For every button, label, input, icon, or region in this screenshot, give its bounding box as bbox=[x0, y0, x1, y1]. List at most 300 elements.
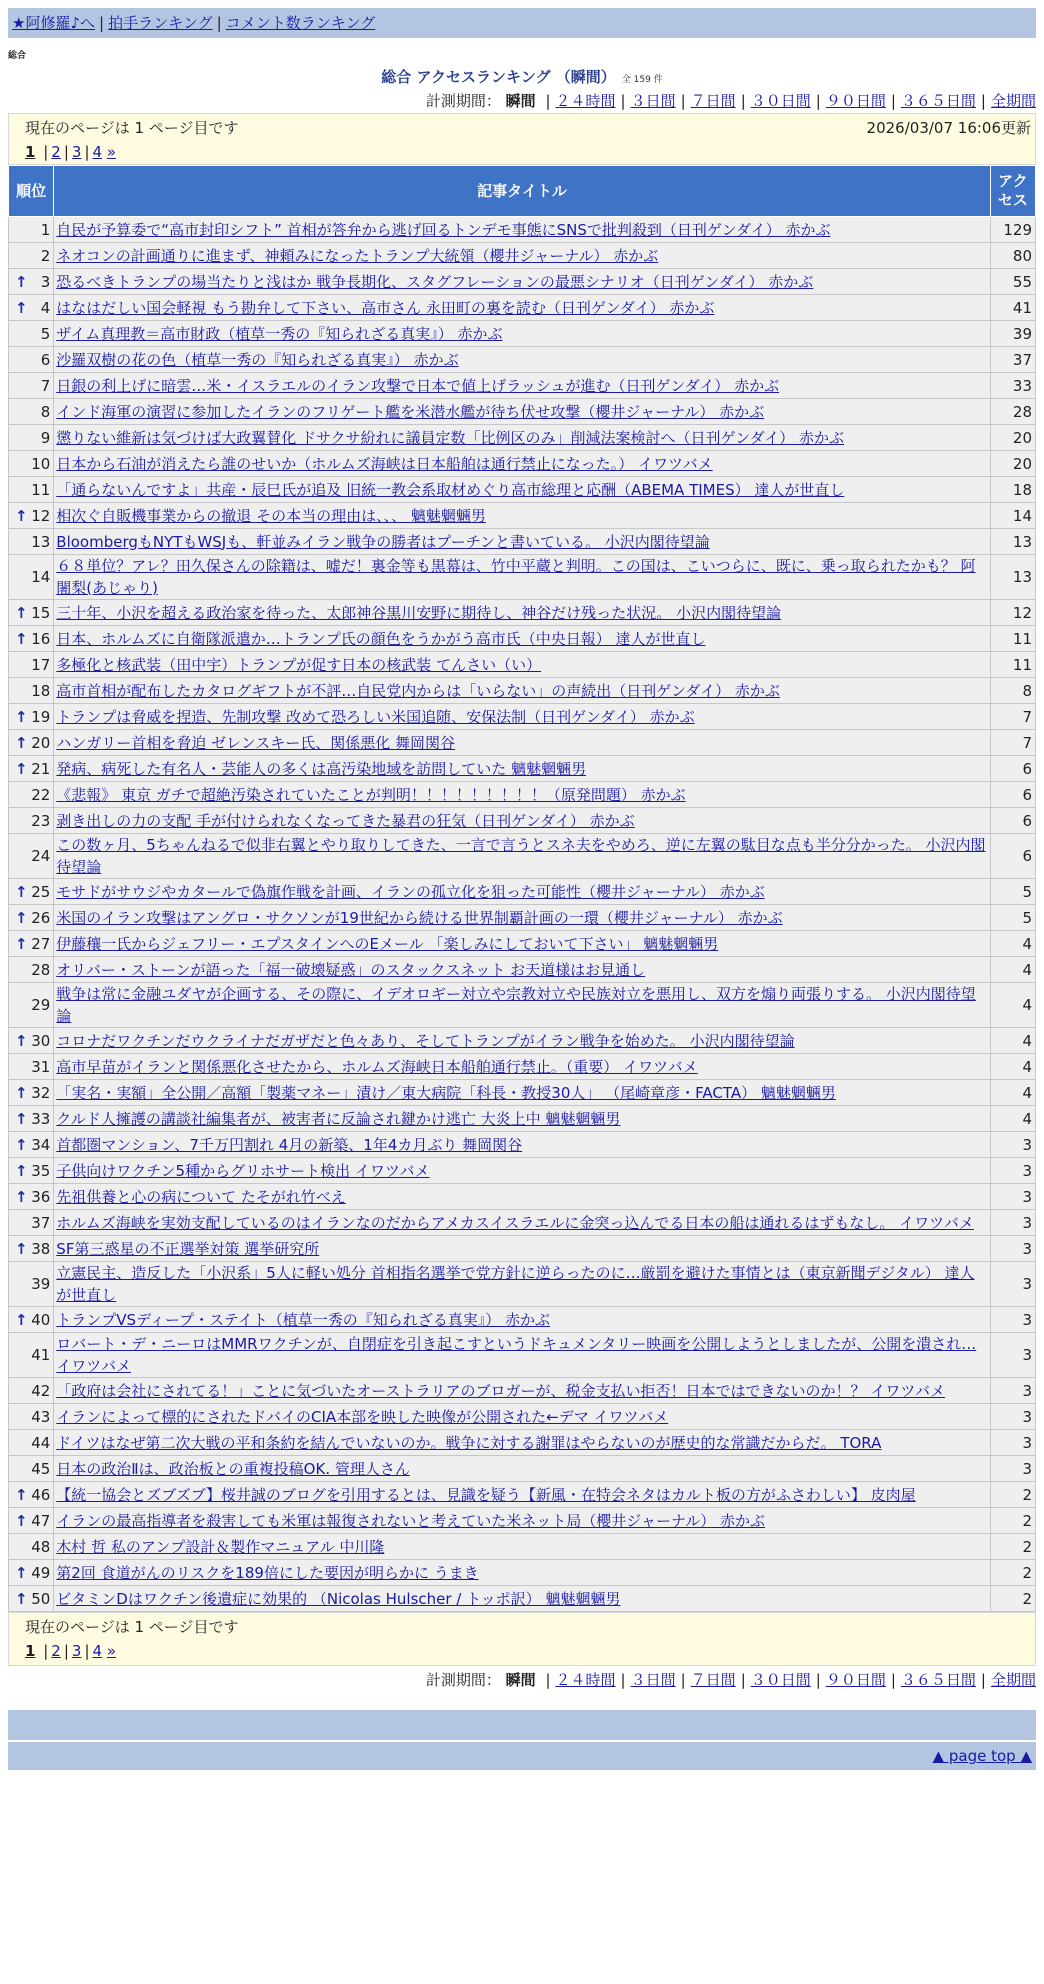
article-link[interactable]: 米国のイラン攻撃はアングロ・サクソンが19世紀から続ける世界制覇計画の一環（櫻井ジャーナル） 赤かぶ bbox=[56, 908, 783, 927]
ranking-table bbox=[8, 165, 1036, 1612]
page-separator: | bbox=[84, 143, 90, 161]
up-arrow-icon: ↑ bbox=[15, 759, 28, 778]
comment-ranking-link[interactable]: コメント数ランキング bbox=[225, 14, 376, 32]
title-cell bbox=[54, 756, 990, 782]
access-count: 33 bbox=[990, 373, 1035, 399]
access-count: 3 bbox=[990, 1158, 1035, 1184]
table-row bbox=[9, 1158, 1036, 1184]
page-link[interactable]: 2 bbox=[51, 143, 61, 161]
table-row bbox=[9, 905, 1036, 931]
article-link[interactable]: オリバー・ストーンが語った「福一破壊疑惑」のスタックスネット お天道様はお見通し bbox=[56, 960, 646, 979]
rank-cell bbox=[9, 1054, 54, 1080]
rank-cell bbox=[9, 782, 54, 808]
period-current: 瞬間 bbox=[505, 1671, 536, 1689]
access-count: 3 bbox=[990, 1132, 1035, 1158]
rank-number: 37 bbox=[31, 1213, 51, 1232]
rank-cell bbox=[9, 555, 54, 600]
table-row bbox=[9, 555, 1036, 600]
rank-number: 38 bbox=[31, 1239, 51, 1258]
table-row bbox=[9, 1184, 1036, 1210]
article-link[interactable]: 「通らないんですよ」共産・辰巳氏が追及 旧統一教会系取材めぐり高市総理と応酬（ABEMA TIMES） 達人が世直し bbox=[56, 480, 845, 499]
rank-number: 34 bbox=[31, 1135, 51, 1154]
table-row bbox=[9, 652, 1036, 678]
rank-number: 46 bbox=[31, 1485, 51, 1504]
rank-cell bbox=[9, 295, 54, 321]
title-cell bbox=[54, 879, 990, 905]
title-cell bbox=[54, 1262, 990, 1307]
title-cell bbox=[54, 1333, 990, 1378]
period-link[interactable]: ７日間 bbox=[690, 1671, 736, 1689]
rank-number: 22 bbox=[31, 785, 51, 804]
table-row bbox=[9, 1210, 1036, 1236]
table-row bbox=[9, 477, 1036, 503]
article-link[interactable]: 沙羅双樹の花の色（植草一秀の『知られざる真実』） 赤かぶ bbox=[56, 350, 459, 369]
article-link[interactable]: 日本、ホルムズに自衛隊派遣か…トランプ氏の顔色をうかがう高市氏（中央日報） 達人が世直し bbox=[56, 629, 706, 648]
article-link[interactable]: はなはだしい国会軽視 もう勘弁して下さい、高市さん 永田町の裏を読む（日刊ゲンダイ） 赤かぶ bbox=[56, 298, 715, 317]
period-link[interactable]: ３６５日間 bbox=[900, 92, 976, 110]
table-row bbox=[9, 321, 1036, 347]
page-top-link[interactable]: ▲ page top ▲ bbox=[932, 1747, 1032, 1765]
article-link[interactable]: 三十年、小沢を超える政治家を待った、太郎神谷黒川安野に期待し、神谷だけ残った状況。 小沢内閣待望論 bbox=[56, 603, 782, 622]
page-status-bottom: 現在のページは 1 ページ目です bbox=[25, 1618, 239, 1636]
title-cell bbox=[54, 555, 990, 600]
title-cell bbox=[54, 704, 990, 730]
rank-cell bbox=[9, 503, 54, 529]
rank-cell bbox=[9, 399, 54, 425]
rank-cell bbox=[9, 477, 54, 503]
rank-cell bbox=[9, 652, 54, 678]
title-cell bbox=[54, 1132, 990, 1158]
page-separator: | bbox=[43, 1642, 49, 1660]
article-link[interactable]: 立憲民主、造反した「小沢系」5人に軽い処分 首相指名選挙で党方針に逆らったのに…厳罰を避けた事情とは（東京新聞デジタル） 達人が世直し bbox=[56, 1264, 975, 1304]
nav-separator: | bbox=[216, 14, 222, 32]
rank-cell bbox=[9, 425, 54, 451]
rank-number: 45 bbox=[31, 1459, 51, 1478]
article-link[interactable]: 「実名・実額」全公開／高額「製薬マネー」漬け／東大病院「科長・教授30人」 （尾崎章彦・FACTA） 魑魅魍魎男 bbox=[56, 1083, 836, 1102]
title-cell bbox=[54, 425, 990, 451]
title-cell bbox=[54, 503, 990, 529]
article-link[interactable]: 《悲報》 東京 ガチで超絶汚染されていたことが判明！！！！！！！！！（原発問題） 赤かぶ bbox=[56, 785, 686, 804]
rank-cell bbox=[9, 1184, 54, 1210]
ranking-title-row bbox=[8, 66, 1036, 87]
rank-number: 3 bbox=[40, 272, 51, 291]
table-row bbox=[9, 834, 1036, 879]
nav-separator: | bbox=[99, 14, 105, 32]
rank-number: 19 bbox=[31, 707, 51, 726]
up-arrow-icon: ↑ bbox=[15, 603, 28, 622]
table-row bbox=[9, 1404, 1036, 1430]
up-arrow-icon: ↑ bbox=[15, 298, 28, 317]
title-cell bbox=[54, 217, 990, 243]
table-row bbox=[9, 704, 1036, 730]
title-cell bbox=[54, 834, 990, 879]
header-title: 記事タイトル bbox=[54, 166, 990, 217]
rank-cell bbox=[9, 905, 54, 931]
header-access: アクセス bbox=[990, 166, 1035, 217]
title-cell bbox=[54, 477, 990, 503]
access-count: 3 bbox=[990, 1262, 1035, 1307]
up-arrow-icon: ↑ bbox=[15, 1511, 28, 1530]
period-links bbox=[540, 92, 1036, 110]
article-link[interactable]: 多極化と核武装（田中宇）トランプが促す日本の核武装 てんさい（い） bbox=[56, 655, 542, 674]
access-count: 2 bbox=[990, 1586, 1035, 1612]
access-count: 4 bbox=[990, 1080, 1035, 1106]
article-link[interactable]: インド海軍の演習に参加したイランのフリゲート艦を米潜水艦が待ち伏せ攻撃（櫻井ジャーナル） 赤かぶ bbox=[56, 402, 765, 421]
table-row bbox=[9, 503, 1036, 529]
rank-cell bbox=[9, 1236, 54, 1262]
title-cell bbox=[54, 1028, 990, 1054]
table-row bbox=[9, 1106, 1036, 1132]
period-label: 計測期間： bbox=[425, 1671, 501, 1689]
table-row bbox=[9, 983, 1036, 1028]
title-cell bbox=[54, 1054, 990, 1080]
period-separator: | bbox=[680, 1671, 686, 1689]
page-link[interactable]: 3 bbox=[71, 143, 82, 161]
page-links-top bbox=[25, 140, 1031, 164]
period-separator: | bbox=[740, 92, 746, 110]
page-link[interactable]: 4 bbox=[92, 143, 103, 161]
period-selector-bottom bbox=[8, 1668, 1036, 1692]
article-link[interactable]: ６８単位？アレ？田久保さんの除籍は、嘘だ！裏金等も黒幕は、竹中平蔵と判明。この国は、こいつらに、既に、乗っ取られたかも？ 阿闍梨(あじゃり) bbox=[56, 557, 976, 597]
table-row bbox=[9, 347, 1036, 373]
access-count: 2 bbox=[990, 1508, 1035, 1534]
rank-number: 49 bbox=[31, 1563, 51, 1582]
article-link[interactable]: トランプVSディープ・ステイト（植草一秀の『知られざる真実』） 赤かぶ bbox=[56, 1310, 551, 1329]
title-cell bbox=[54, 451, 990, 477]
article-link[interactable]: 第2回 食道がんのリスクを189倍にした要因が明らかに うまき bbox=[56, 1563, 479, 1582]
article-link[interactable]: 恐るべきトランプの場当たりと浅はか 戦争長期化、スタグフレーションの最悪シナリオ（日刊ゲンダイ） 赤かぶ bbox=[56, 272, 814, 291]
rank-number: 33 bbox=[31, 1109, 51, 1128]
up-arrow-icon: ↑ bbox=[15, 1187, 28, 1206]
page-title: 総合 アクセスランキング （瞬間） bbox=[381, 68, 616, 86]
page-link[interactable]: 3 bbox=[71, 1642, 82, 1660]
footer-bar bbox=[8, 1742, 1036, 1770]
rank-cell bbox=[9, 730, 54, 756]
rank-number: 28 bbox=[31, 960, 51, 979]
period-link[interactable]: ３０日間 bbox=[750, 92, 811, 110]
pager-top bbox=[8, 113, 1036, 165]
period-link[interactable]: 全期間 bbox=[990, 1671, 1036, 1689]
rank-number: 11 bbox=[31, 480, 51, 499]
rank-cell bbox=[9, 529, 54, 555]
title-cell bbox=[54, 931, 990, 957]
table-row bbox=[9, 373, 1036, 399]
article-link[interactable]: モサドがサウジやカタールで偽旗作戦を計画、イランの孤立化を狙った可能性（櫻井ジャーナル） 赤かぶ bbox=[56, 882, 765, 901]
table-row bbox=[9, 1482, 1036, 1508]
article-link[interactable]: 先祖供養と心の病について たそがれ竹べえ bbox=[56, 1187, 346, 1206]
title-cell bbox=[54, 652, 990, 678]
article-link[interactable]: ホルムズ海峡を実効支配しているのはイランなのだからアメカスイスラエルに金突っ込んでる日本の船は通れるはずもなし。 イワツバメ bbox=[56, 1213, 974, 1232]
up-arrow-icon: ↑ bbox=[15, 908, 28, 927]
period-separator: | bbox=[890, 92, 896, 110]
rank-number: 29 bbox=[31, 996, 51, 1014]
table-row bbox=[9, 730, 1036, 756]
article-link[interactable]: 高市早苗がイランと関係悪化させたから、ホルムズ海峡日本船舶通行禁止。（重要） イワツバメ bbox=[56, 1057, 698, 1076]
article-link[interactable]: ハンガリー首相を脅迫 ゼレンスキー氏、関係悪化 舞岡関谷 bbox=[56, 733, 456, 752]
table-row bbox=[9, 1430, 1036, 1456]
next-page-link[interactable]: » bbox=[106, 1642, 117, 1660]
title-cell bbox=[54, 1307, 990, 1333]
access-count: 3 bbox=[990, 1184, 1035, 1210]
up-arrow-icon: ↑ bbox=[15, 629, 28, 648]
table-row bbox=[9, 243, 1036, 269]
article-link[interactable]: 首都圏マンション、7千万円割れ 4月の新築、1年4カ月ぶり 舞岡関谷 bbox=[56, 1135, 523, 1154]
article-link[interactable]: 日銀の利上げに暗雲…米・イスラエルのイラン攻撃で日本で値上げラッシュが進む（日刊ゲンダイ） 赤かぶ bbox=[56, 376, 780, 395]
rank-number: 44 bbox=[31, 1433, 51, 1452]
access-count: 55 bbox=[990, 269, 1035, 295]
rank-number: 32 bbox=[31, 1083, 51, 1102]
up-arrow-icon: ↑ bbox=[15, 733, 28, 752]
access-count: 18 bbox=[990, 477, 1035, 503]
title-cell bbox=[54, 1236, 990, 1262]
access-count: 129 bbox=[990, 217, 1035, 243]
title-cell bbox=[54, 321, 990, 347]
table-row bbox=[9, 1508, 1036, 1534]
period-separator: | bbox=[815, 92, 821, 110]
article-link[interactable]: クルド人擁護の講談社編集者が、被害者に反論され鍵かけ逃亡 大炎上中 魑魅魍魎男 bbox=[56, 1109, 621, 1128]
article-link[interactable]: イランによって標的にされたドバイのCIA本部を映した映像が公開された←デマ イワツバメ bbox=[56, 1407, 669, 1426]
table-row bbox=[9, 269, 1036, 295]
rank-cell bbox=[9, 1508, 54, 1534]
access-count: 3 bbox=[990, 1307, 1035, 1333]
access-count: 6 bbox=[990, 834, 1035, 879]
rank-cell bbox=[9, 1210, 54, 1236]
title-cell bbox=[54, 1534, 990, 1560]
rank-cell bbox=[9, 321, 54, 347]
access-count: 8 bbox=[990, 678, 1035, 704]
article-link[interactable]: ドイツはなぜ第二次大戦の平和条約を結んでいないのか。戦争に対する謝罪はやらないのが歴史的な常識だからだ。 TORA bbox=[56, 1433, 882, 1452]
article-link[interactable]: コロナだワクチンだウクライナだガザだと色々あり、そしてトランプがイラン戦争を始めた。 小沢内閣待望論 bbox=[56, 1031, 795, 1050]
period-link[interactable]: ９０日間 bbox=[825, 1671, 886, 1689]
rank-number: 39 bbox=[31, 1275, 51, 1293]
title-cell bbox=[54, 1404, 990, 1430]
period-separator: | bbox=[620, 92, 626, 110]
rank-number: 2 bbox=[40, 246, 51, 265]
access-count: 7 bbox=[990, 730, 1035, 756]
access-count: 13 bbox=[990, 555, 1035, 600]
rank-cell bbox=[9, 217, 54, 243]
access-count: 28 bbox=[990, 399, 1035, 425]
page-link[interactable]: 2 bbox=[51, 1642, 61, 1660]
period-link[interactable]: ７日間 bbox=[690, 92, 736, 110]
page-links-bottom bbox=[25, 1639, 1031, 1663]
period-link[interactable]: ２４時間 bbox=[555, 92, 616, 110]
article-link[interactable]: 相次ぐ自販機事業からの撤退 その本当の理由は、、、 魑魅魍魎男 bbox=[56, 506, 486, 525]
period-link[interactable]: ３日間 bbox=[630, 92, 676, 110]
table-row bbox=[9, 678, 1036, 704]
article-link[interactable]: 【統一協会とズブズブ】桜井誠のブログを引用するとは、見識を疑う【新風・在特会ネタはカルト板の方がふさわしい】 皮肉屋 bbox=[56, 1485, 916, 1504]
title-cell bbox=[54, 905, 990, 931]
article-link[interactable]: 子供向けワクチン5種からグリホサート検出 イワツバメ bbox=[56, 1161, 430, 1180]
article-link[interactable]: この数ヶ月、5ちゃんねるで似非右翼とやり取りしてきた、一言で言うとスネ夫をやめろ、逆に左翼の駄目な点も半分分かった。 小沢内閣待望論 bbox=[56, 836, 986, 876]
rank-cell bbox=[9, 1560, 54, 1586]
table-row bbox=[9, 1333, 1036, 1378]
rank-cell bbox=[9, 269, 54, 295]
period-link[interactable]: ９０日間 bbox=[825, 92, 886, 110]
rank-number: 43 bbox=[31, 1407, 51, 1426]
rank-cell bbox=[9, 1404, 54, 1430]
article-link[interactable]: 戦争は常に金融ユダヤが企画する、その際に、イデオロギー対立や宗教対立や民族対立を悪用し、双方を煽り両張りする。 小沢内閣待望論 bbox=[56, 985, 976, 1025]
title-cell bbox=[54, 373, 990, 399]
article-link[interactable]: ザイム真理教＝高市財政（植草一秀の『知られざる真実』） 赤かぶ bbox=[56, 324, 503, 343]
table-row bbox=[9, 1307, 1036, 1333]
table-row bbox=[9, 931, 1036, 957]
rank-number: 16 bbox=[31, 629, 51, 648]
rank-cell bbox=[9, 1430, 54, 1456]
rank-cell bbox=[9, 1482, 54, 1508]
period-separator: | bbox=[620, 1671, 626, 1689]
title-cell bbox=[54, 1482, 990, 1508]
table-row bbox=[9, 425, 1036, 451]
access-count: 4 bbox=[990, 1028, 1035, 1054]
title-cell bbox=[54, 730, 990, 756]
rank-number: 1 bbox=[40, 220, 51, 239]
rank-number: 21 bbox=[31, 759, 51, 778]
period-separator: | bbox=[680, 92, 686, 110]
up-arrow-icon: ↑ bbox=[15, 1161, 28, 1180]
period-link[interactable]: ２４時間 bbox=[555, 1671, 616, 1689]
access-count: 39 bbox=[990, 321, 1035, 347]
period-link[interactable]: ３６５日間 bbox=[900, 1671, 976, 1689]
table-row bbox=[9, 399, 1036, 425]
rank-cell bbox=[9, 1158, 54, 1184]
article-link[interactable]: 剥き出しの力の支配 手が付けられなくなってきた暴君の狂気（日刊ゲンダイ） 赤かぶ bbox=[56, 811, 635, 830]
title-cell bbox=[54, 399, 990, 425]
next-page-link[interactable]: » bbox=[106, 143, 117, 161]
up-arrow-icon: ↑ bbox=[15, 882, 28, 901]
up-arrow-icon: ↑ bbox=[15, 1310, 28, 1329]
article-link[interactable]: BloombergもNYTもWSJも、軒並みイラン戦争の勝者はプーチンと書いている。 小沢内閣待望論 bbox=[56, 532, 710, 551]
title-cell bbox=[54, 600, 990, 626]
title-cell bbox=[54, 782, 990, 808]
rank-cell bbox=[9, 1106, 54, 1132]
asyura-home-link[interactable]: ★阿修羅♪へ bbox=[12, 14, 96, 32]
access-count: 7 bbox=[990, 704, 1035, 730]
article-link[interactable]: SF第三惑星の不正選挙対策 選挙研究所 bbox=[56, 1239, 320, 1258]
access-count: 14 bbox=[990, 503, 1035, 529]
title-cell bbox=[54, 1106, 990, 1132]
period-current: 瞬間 bbox=[505, 92, 536, 110]
rank-cell bbox=[9, 600, 54, 626]
rank-cell bbox=[9, 879, 54, 905]
article-link[interactable]: イランの最高指導者を殺害しても米軍は報復されないと考えていた米ネット局（櫻井ジャーナル） 赤かぶ bbox=[56, 1511, 766, 1530]
rank-number: 15 bbox=[31, 603, 51, 622]
access-count: 2 bbox=[990, 1482, 1035, 1508]
table-row bbox=[9, 1534, 1036, 1560]
total-count: 全 159 件 bbox=[621, 75, 663, 85]
up-arrow-icon: ↑ bbox=[15, 707, 28, 726]
article-link[interactable]: トランプは脅威を捏造、先制攻撃 改めて恐ろしい米国追随、安保法制（日刊ゲンダイ） 赤かぶ bbox=[56, 707, 695, 726]
access-count: 3 bbox=[990, 1430, 1035, 1456]
rank-number: 12 bbox=[31, 506, 51, 525]
table-row bbox=[9, 782, 1036, 808]
rank-number: 18 bbox=[31, 681, 51, 700]
rank-number: 17 bbox=[31, 655, 51, 674]
access-count: 3 bbox=[990, 1404, 1035, 1430]
article-link[interactable]: 伊藤穰一氏からジェフリー・エプスタインへのEメール 「楽しみにしておいて下さい」 魑魅魍魎男 bbox=[56, 934, 719, 953]
rank-number: 48 bbox=[31, 1537, 51, 1556]
period-link[interactable]: ３日間 bbox=[630, 1671, 676, 1689]
access-count: 11 bbox=[990, 652, 1035, 678]
article-link[interactable]: ビタミンDはワクチン後遺症に効果的 （Nicolas Hulscher / トッポ訳） 魑魅魍魎男 bbox=[56, 1589, 621, 1608]
table-row bbox=[9, 1236, 1036, 1262]
period-links bbox=[540, 1671, 1036, 1689]
article-link[interactable]: 自民が予算委で“高市封印シフト” 首相が答弁から逃げ回るトンデモ事態にSNSで批判殺到（日刊ゲンダイ） 赤かぶ bbox=[56, 220, 831, 239]
period-separator: | bbox=[545, 1671, 551, 1689]
rank-cell bbox=[9, 347, 54, 373]
table-row bbox=[9, 451, 1036, 477]
applause-ranking-link[interactable]: 拍手ランキング bbox=[108, 14, 213, 32]
article-link[interactable]: ロバート・デ・ニーロはMMRワクチンが、自閉症を引き起こすというドキュメンタリー映画を公開しようとしましたが、公開を潰され… イワツバメ bbox=[56, 1335, 977, 1375]
header-rank: 順位 bbox=[9, 166, 54, 217]
article-link[interactable]: 日本から石油が消えたら誰のせいか（ホルムズ海峡は日本船舶は通行禁止になった。） イワツバメ bbox=[56, 454, 713, 473]
pager-bottom bbox=[8, 1612, 1036, 1666]
rank-cell bbox=[9, 1586, 54, 1612]
rank-cell bbox=[9, 756, 54, 782]
title-cell bbox=[54, 1184, 990, 1210]
rank-number: 30 bbox=[31, 1031, 51, 1050]
table-row bbox=[9, 1456, 1036, 1482]
title-cell bbox=[54, 1080, 990, 1106]
rank-cell bbox=[9, 1080, 54, 1106]
article-link[interactable]: 高市首相が配布したカタログギフトが不評…自民党内からは「いらない」の声続出（日刊ゲンダイ） 赤かぶ bbox=[56, 681, 780, 700]
rank-cell bbox=[9, 704, 54, 730]
title-cell bbox=[54, 1378, 990, 1404]
article-link[interactable]: 「政府は会社にされてる！」ことに気づいたオーストラリアのブロガーが、税金支払い拒否！日本ではできないのか！？ イワツバメ bbox=[56, 1381, 946, 1400]
title-cell bbox=[54, 1456, 990, 1482]
page-link[interactable]: 4 bbox=[92, 1642, 103, 1660]
table-row bbox=[9, 295, 1036, 321]
up-arrow-icon: ↑ bbox=[15, 1563, 28, 1582]
updated-time: 2026/03/07 16:06更新 bbox=[866, 119, 1031, 137]
rank-cell bbox=[9, 931, 54, 957]
period-link[interactable]: ３０日間 bbox=[750, 1671, 811, 1689]
access-count: 4 bbox=[990, 1106, 1035, 1132]
page-status: 現在のページは 1 ページ目です bbox=[25, 119, 239, 137]
table-row bbox=[9, 1054, 1036, 1080]
access-count: 13 bbox=[990, 529, 1035, 555]
article-link[interactable]: 懲りない維新は気づけば大政翼賛化 ドサクサ紛れに議員定数「比例区のみ」削減法案検討へ（日刊ゲンダイ） 赤かぶ bbox=[56, 428, 845, 447]
access-count: 6 bbox=[990, 782, 1035, 808]
table-row bbox=[9, 1586, 1036, 1612]
rank-cell bbox=[9, 373, 54, 399]
rank-cell bbox=[9, 1307, 54, 1333]
table-row bbox=[9, 1080, 1036, 1106]
article-link[interactable]: 日本の政治Ⅱは、政治板との重複投稿OK. 管理人さん bbox=[56, 1459, 410, 1478]
title-cell bbox=[54, 1508, 990, 1534]
article-link[interactable]: 発病、病死した有名人・芸能人の多くは高汚染地域を訪問していた 魑魅魍魎男 bbox=[56, 759, 587, 778]
table-row bbox=[9, 756, 1036, 782]
rank-number: 6 bbox=[40, 350, 51, 369]
rank-number: 26 bbox=[31, 908, 51, 927]
rank-number: 10 bbox=[31, 454, 51, 473]
rank-number: 5 bbox=[40, 324, 51, 343]
article-link[interactable]: ネオコンの計画通りに進まず、神頼みになったトランプ大統領（櫻井ジャーナル） 赤かぶ bbox=[56, 246, 659, 265]
access-count: 4 bbox=[990, 957, 1035, 983]
article-link[interactable]: 木村 哲 私のアンプ設計＆製作マニュアル 中川隆 bbox=[56, 1537, 385, 1556]
title-cell bbox=[54, 1586, 990, 1612]
up-arrow-icon: ↑ bbox=[15, 1485, 28, 1504]
table-row bbox=[9, 1378, 1036, 1404]
rank-cell bbox=[9, 243, 54, 269]
rank-number: 40 bbox=[31, 1310, 51, 1329]
access-count: 12 bbox=[990, 600, 1035, 626]
section-label: 総合 bbox=[8, 51, 27, 61]
period-link[interactable]: 全期間 bbox=[990, 92, 1036, 110]
rank-number: 31 bbox=[31, 1057, 51, 1076]
page-separator: | bbox=[63, 143, 69, 161]
table-row bbox=[9, 217, 1036, 243]
